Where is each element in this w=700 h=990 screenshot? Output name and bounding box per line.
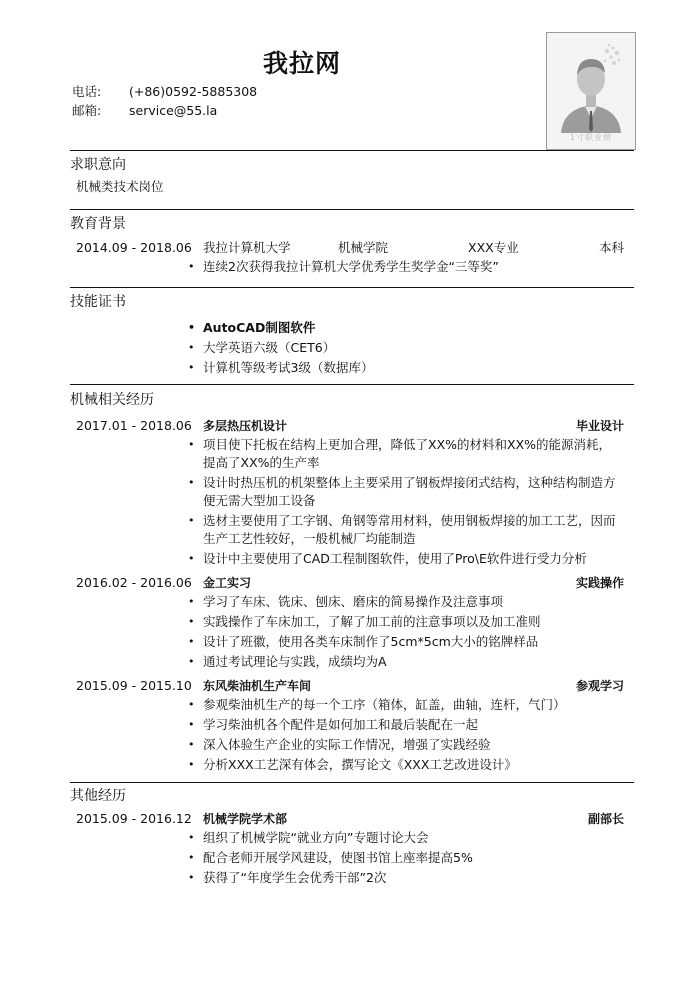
email-line [72, 101, 217, 119]
mech-divider [70, 782, 634, 783]
mech-bullet: • 学习柴油机各个配件是如何加工和最后装配在一起 [203, 716, 623, 734]
skills-list [70, 319, 634, 377]
education-divider [70, 287, 634, 288]
education-school: 我拉计算机大学 [203, 240, 291, 255]
mech-title: 机械相关经历 [70, 392, 154, 408]
skills-divider [70, 384, 634, 385]
mech-entry-role: 毕业设计 [575, 419, 624, 433]
skills-title: 技能证书 [70, 294, 126, 310]
photo-placeholder [546, 32, 636, 150]
other-role: 副部长 [587, 812, 624, 826]
mech-entry-date: 2016.02 - 2016.06 [76, 575, 192, 590]
phone-line [72, 82, 257, 100]
mech-bullet: • 参观柴油机生产的每一个工序（箱体，缸盖，曲轴，连杆，气门） [203, 696, 623, 714]
email-label: 邮箱: [72, 103, 102, 118]
phone-label: 电话: [72, 84, 102, 99]
skill-item: • 计算机等级考试3级（数据库） [203, 359, 623, 377]
mech-entry-title: 东风柴油机生产车间 [203, 679, 312, 693]
mech-entries [70, 416, 634, 774]
other-org: 机械学院学术部 [203, 812, 288, 826]
education-title: 教育背景 [70, 216, 126, 232]
mech-bullet: • 项目使下托板在结构上更加合理，降低了XX%的材料和XX%的能源消耗，提高了XX%的生产率 [203, 436, 623, 472]
education-entry-header [70, 238, 634, 258]
mech-entry-role: 参观学习 [575, 679, 624, 693]
other-section [70, 786, 634, 889]
mech-entry-title: 金工实习 [203, 576, 252, 590]
other-bullets [70, 829, 634, 887]
mech-entry-header [70, 676, 634, 696]
mech-bullet: • 设计时热压机的机架整体上主要采用了钢板焊接闭式结构，这种结构制造方便无需大型加工设备 [203, 474, 623, 510]
objective-section [70, 155, 634, 198]
mech-section [70, 390, 634, 776]
mech-bullet: • 实践操作了车床加工，了解了加工前的注意事项以及加工准则 [203, 613, 623, 631]
mech-entry-role: 实践操作 [575, 576, 624, 590]
education-college: 机械学院 [338, 240, 389, 255]
photo-caption: 1寸职业照 [569, 133, 613, 142]
mech-entry-title: 多层热压机设计 [203, 419, 288, 433]
email-value: service@55.la [129, 103, 218, 118]
mech-entry-bullets [70, 696, 634, 774]
other-date: 2015.09 - 2016.12 [76, 811, 192, 826]
mech-bullet: • 学习了车床、铣床、刨床、磨床的简易操作及注意事项 [203, 593, 623, 611]
education-date: 2014.09 - 2018.06 [76, 240, 192, 255]
other-entry-header [70, 809, 634, 829]
mech-entry-header [70, 416, 634, 436]
mech-entry-date: 2015.09 - 2015.10 [76, 678, 192, 693]
objective-divider [70, 209, 634, 210]
other-bullet: • 获得了“年度学生会优秀干部”2次 [203, 869, 623, 887]
mech-bullet: • 设计中主要使用了CAD工程制图软件，使用了Pro\E软件进行受力分析 [203, 550, 623, 568]
other-bullet: • 配合老师开展学风建设，使图书馆上座率提高5% [203, 849, 623, 867]
resume-name: 我拉网 [263, 49, 342, 78]
other-title: 其他经历 [70, 788, 126, 804]
education-major: XXX专业 [468, 240, 519, 255]
objective-text: 机械类技术岗位 [76, 179, 164, 194]
education-degree: 本科 [598, 240, 624, 255]
education-section [70, 214, 634, 278]
mech-bullet: • 通过考试理论与实践，成绩均为A [203, 653, 623, 671]
mech-bullet: • 分析XXX工艺深有体会，撰写论文《XXX工艺改进设计》 [203, 756, 623, 774]
header-divider [70, 150, 634, 151]
mech-bullet: • 选材主要使用了工字钢、角钢等常用材料，使用钢板焊接的加工工艺，因而生产工艺性较好，一般机械厂均能制造 [203, 512, 623, 548]
skill-item: • AutoCAD制图软件 [203, 319, 623, 337]
mech-entry-bullets [70, 593, 634, 671]
phone-value: (+86)0592-5885308 [129, 84, 258, 99]
skills-section [70, 292, 634, 379]
mech-entry-bullets [70, 436, 634, 568]
skill-item: • 大学英语六级（CET6） [203, 339, 623, 357]
mech-bullet: • 深入体验生产企业的实际工作情况，增强了实践经验 [203, 736, 623, 754]
education-bullets [70, 258, 634, 276]
education-bullet: • 连续2次获得我拉计算机大学优秀学生奖学金“三等奖” [203, 258, 623, 276]
mech-bullet: • 设计了班徽，使用各类车床制作了5cm*5cm大小的铭牌样品 [203, 633, 623, 651]
mech-entry-header [70, 573, 634, 593]
other-bullet: • 组织了机械学院“就业方向”专题讨论大会 [203, 829, 623, 847]
mech-entry-date: 2017.01 - 2018.06 [76, 418, 192, 433]
objective-title: 求职意向 [70, 157, 126, 173]
